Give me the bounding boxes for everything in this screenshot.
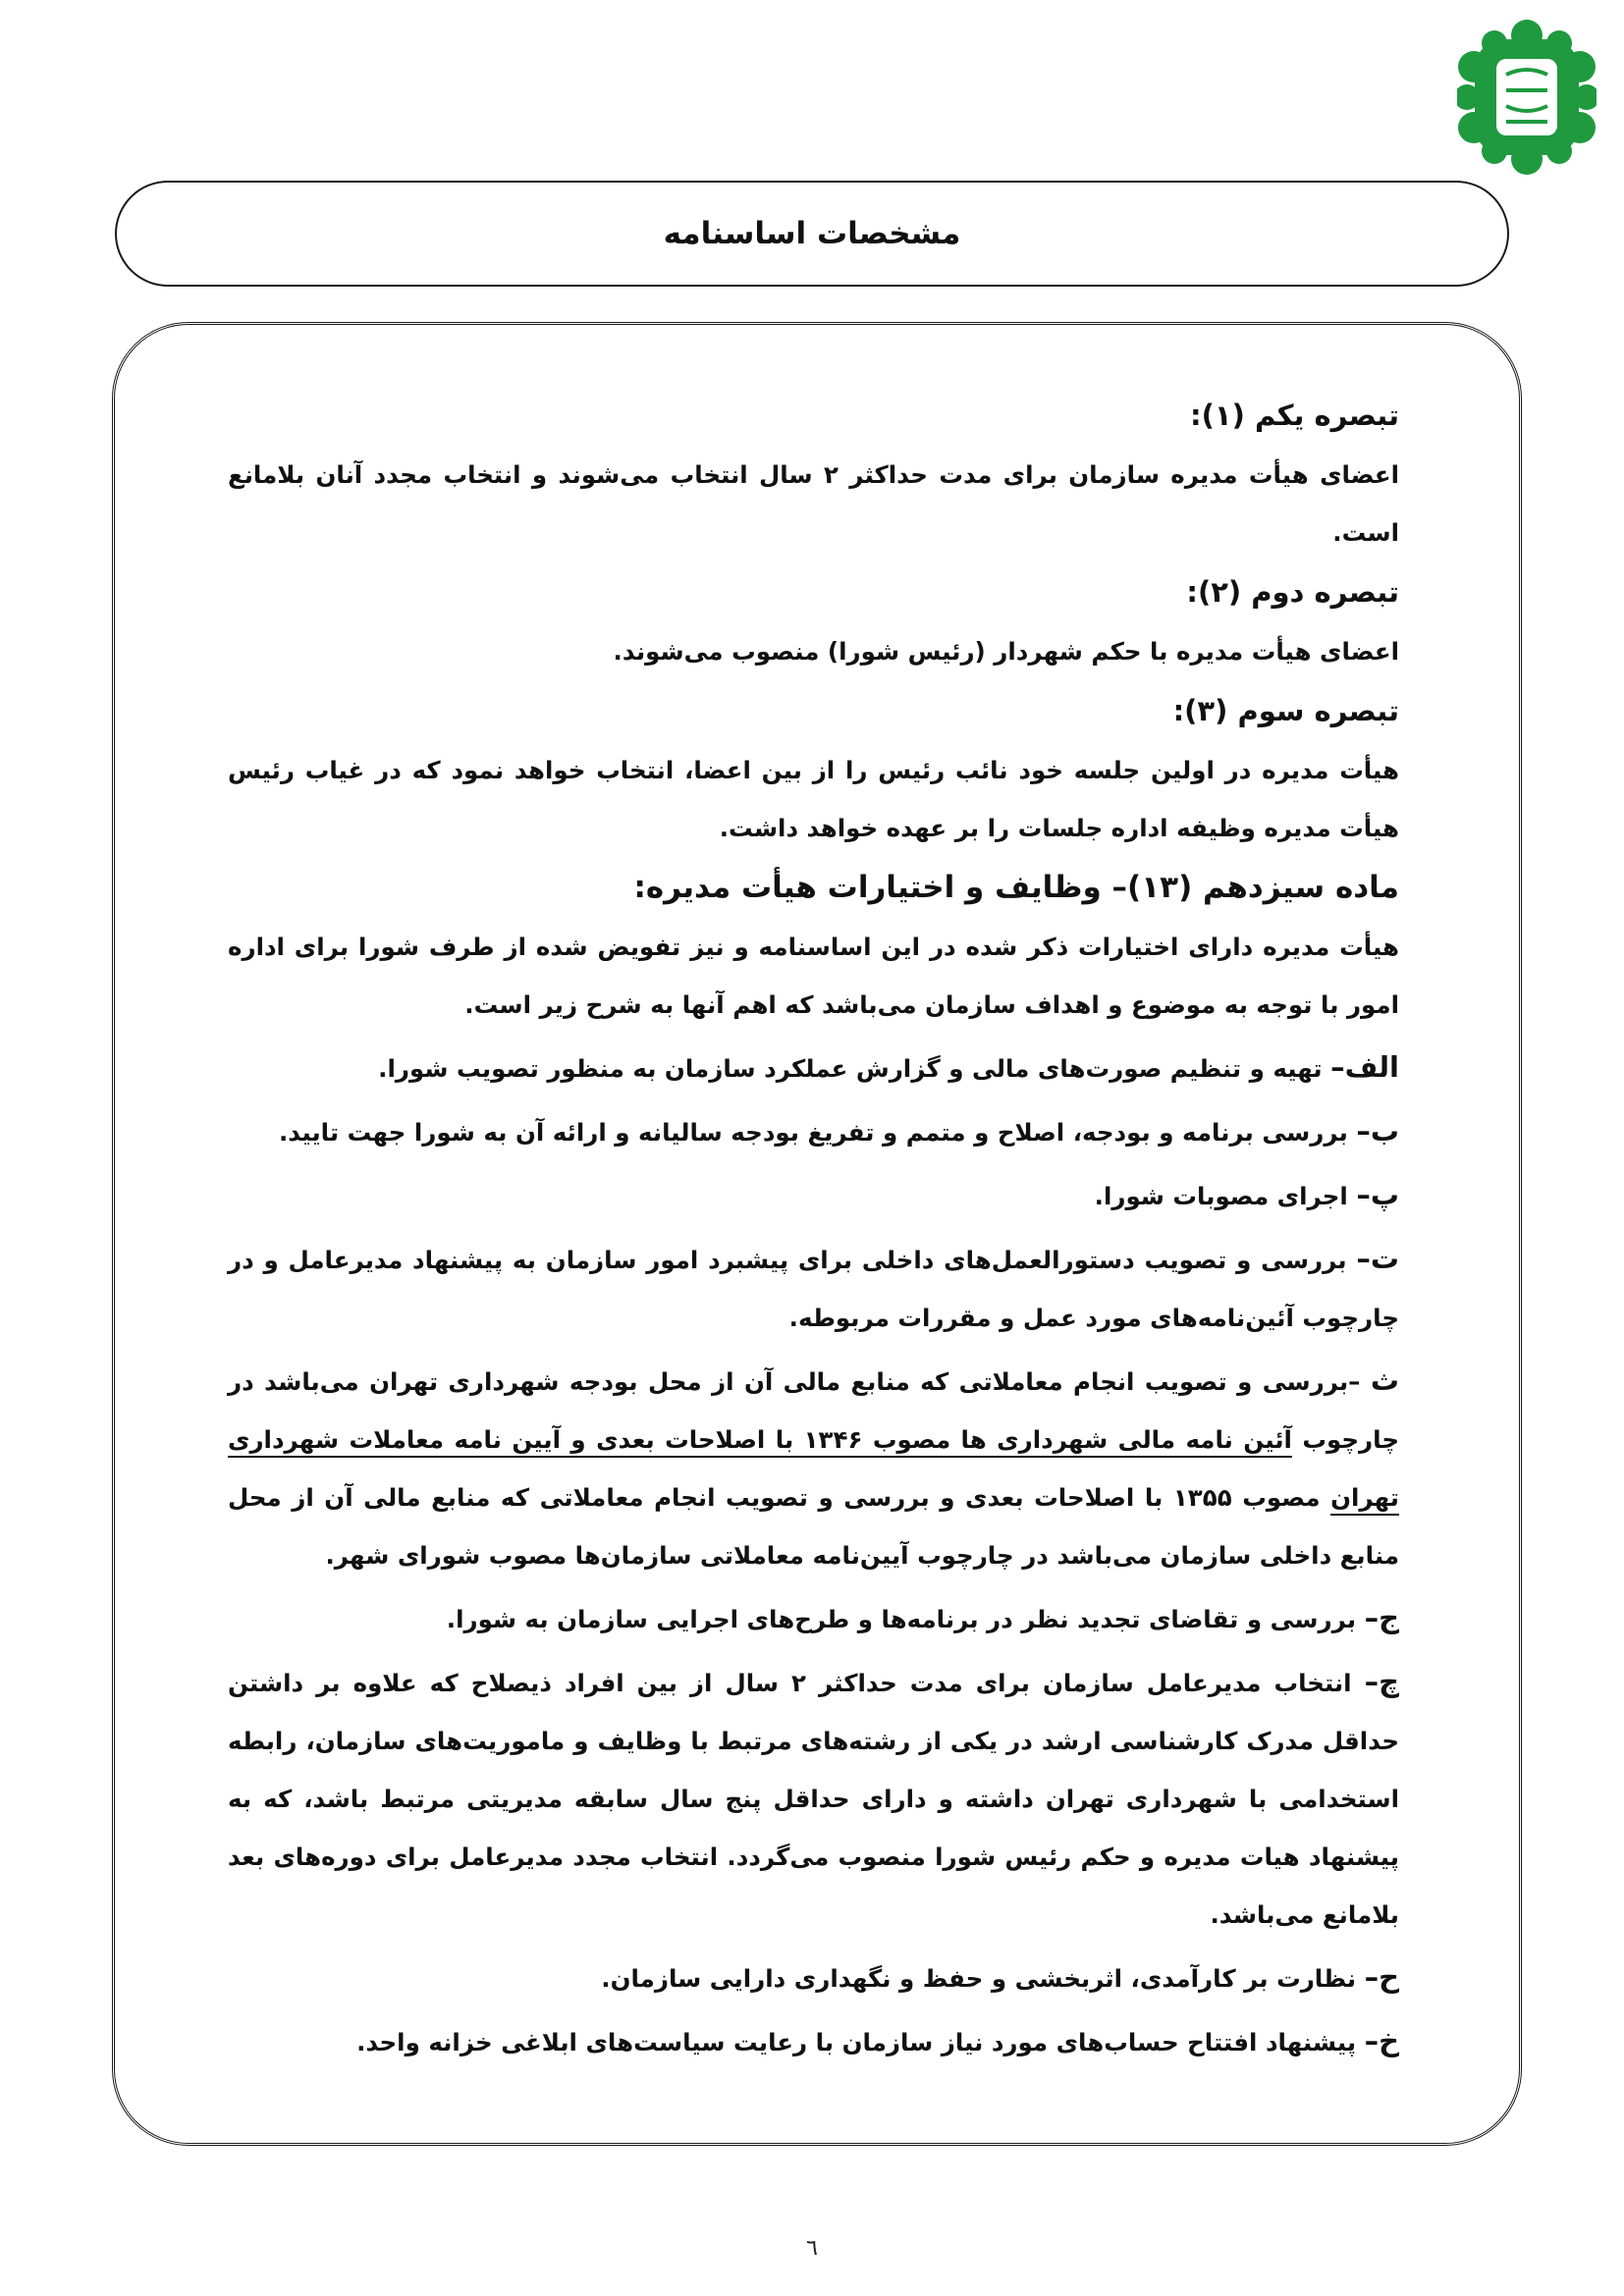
item-letter: ب–: [1356, 1114, 1399, 1148]
item-text: مصوب ۱۳۵۵ با اصلاحات بعدی و بررسی و تصویب انجام معاملاتی که منابع مالی آن از محل منابع داخلی سازمان می‌باشد در چارچوب آیین‌نامه معاملاتی سازمان‌ها مصوب شورای شهر.: [228, 1483, 1399, 1570]
list-item-te: [228, 1230, 1399, 1347]
list-item-he: [228, 1949, 1399, 2007]
logo-emblem-icon: [1457, 18, 1597, 177]
page-title: مشخصات اساسنامه: [663, 216, 961, 251]
note2-title: تبصره دوم (۲):: [1186, 575, 1399, 609]
item-letter: ج–: [1364, 1601, 1399, 1634]
item-text: بررسی برنامه و بودجه، اصلاح و متمم و تفریغ بودجه سالیانه و ارائه آن به شورا جهت تایید.: [278, 1118, 1357, 1147]
item-text: اجرای مصوبات شورا.: [1094, 1182, 1357, 1210]
item-letter: الف–: [1330, 1050, 1399, 1084]
item-text: –بررسی و تصویب انجام معاملاتی که منابع مالی آن از محل بودجه شهرداری تهران می‌باشد در چارچوب: [228, 1367, 1399, 1454]
note3-text: هیأت مدیره در اولین جلسه خود نائب رئیس را از بین اعضا، انتخاب خواهد نمود که در غیاب رئیس هیأت مدیره وظیفه اداره جلسات را بر عهده خواهد داشت.: [228, 756, 1399, 842]
document-body: [228, 385, 1399, 2071]
note2-text: اعضای هیأت مدیره با حکم شهردار (رئیس شورا) منصوب می‌شوند.: [613, 637, 1399, 666]
note3-title: تبصره سوم (۳):: [1172, 694, 1399, 727]
item-letter: ث: [1370, 1363, 1399, 1397]
article-heading: ماده سیزدهم (۱۳)– وظایف و اختیارات هیأت مدیره:: [633, 870, 1399, 905]
item-letter: ت–: [1356, 1242, 1399, 1275]
article-intro: هیأت مدیره دارای اختیارات ذکر شده در این اساسنامه و نیز تفویض شده از طرف شورا برای اداره امور با توجه به موضوع و اهداف سازمان می‌باشد که اهم آنها به شرح زیر است.: [228, 933, 1399, 1019]
title-box: [115, 181, 1509, 287]
item-letter: ح–: [1364, 1960, 1399, 1994]
list-item-che: [228, 1653, 1399, 1944]
list-item-alef: [228, 1039, 1399, 1097]
item-text: بررسی و تصویب دستورالعمل‌های داخلی برای پیشبرد امور سازمان به پیشنهاد مدیرعامل و در چارچوب آئین‌نامه‌های مورد عمل و مقررات مربوطه.: [228, 1246, 1399, 1332]
item-text: نظارت بر کارآمدی، اثربخشی و حفظ و نگهداری دارایی سازمان.: [601, 1964, 1365, 1993]
list-item-be: [228, 1102, 1399, 1161]
list-item-se: [228, 1352, 1399, 1584]
item-text: تهیه و تنظیم صورت‌های مالی و گزارش عملکرد سازمان به منظور تصویب شورا.: [378, 1054, 1331, 1083]
note1-text: اعضای هیأت مدیره سازمان برای مدت حداکثر ۲ سال انتخاب می‌شوند و انتخاب مجدد آنان بلامانع است.: [228, 460, 1399, 547]
item-letter: پ–: [1356, 1178, 1399, 1211]
item-letter: خ–: [1364, 2024, 1399, 2057]
list-item-khe: [228, 2012, 1399, 2071]
note1-title: تبصره یکم (۱):: [1190, 399, 1399, 432]
item-letter: چ–: [1364, 1665, 1399, 1698]
item-text: پیشنهاد افتتاح حساب‌های مورد نیاز سازمان با رعایت سیاست‌های ابلاغی خزانه واحد.: [356, 2028, 1365, 2056]
list-item-jim: [228, 1589, 1399, 1648]
list-item-pe: [228, 1166, 1399, 1225]
page-number: ٦: [806, 2236, 818, 2261]
tehran-municipality-logo: [1457, 18, 1597, 177]
underlined-regulation: آئین نامه مالی شهرداری ها مصوب ۱۳۴۶ با اصلاحات بعدی و آیین نامه معاملات شهرداری تهران: [228, 1425, 1399, 1512]
item-text: بررسی و تقاضای تجدید نظر در برنامه‌ها و طرح‌های اجرایی سازمان به شورا.: [446, 1605, 1365, 1633]
item-text: انتخاب مدیرعامل سازمان برای مدت حداکثر ۲ سال از بین افراد ذیصلاح که علاوه بر داشتن حداقل مدرک کارشناسی ارشد در یکی از رشته‌های مرتبط با وظایف و ماموریت‌های سازمان، رابطه استخدامی با شهرداری تهران داشته و دارای حداقل پنج سال سابقه مدیریتی مرتبط باشد، که به پیشنهاد هیات مدیره و حکم رئیس شورا منصوب می‌گردد. انتخاب مجدد مدیرعامل برای دوره‌های بعد بلامانع می‌باشد.: [228, 1669, 1399, 1929]
